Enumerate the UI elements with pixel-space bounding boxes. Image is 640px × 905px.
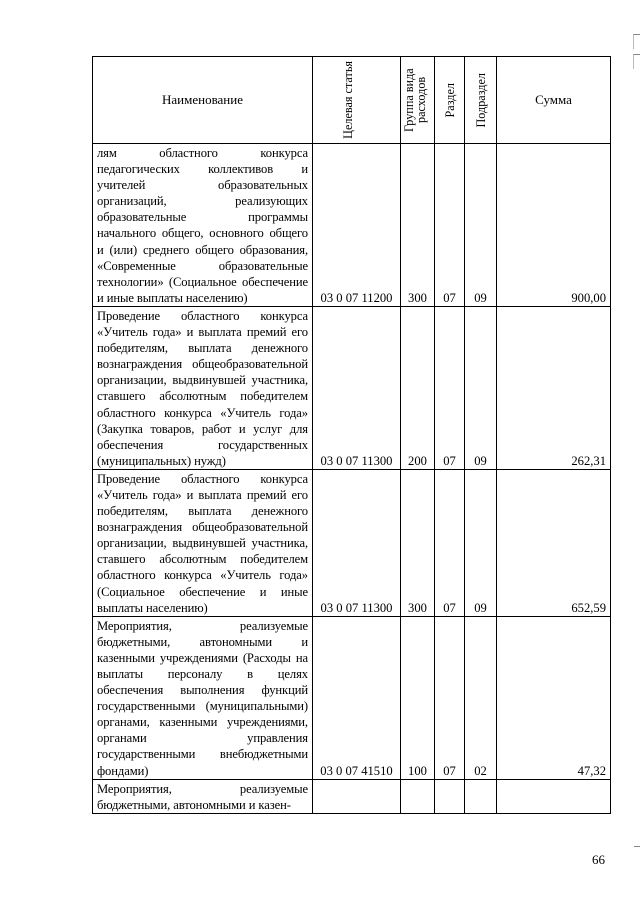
row-sum: 262,31 — [497, 306, 611, 469]
table-row — [93, 616, 611, 779]
row-target-article — [313, 779, 401, 813]
row-expense-group: 300 — [401, 469, 435, 616]
row-sum: 652,59 — [497, 469, 611, 616]
page-edge-mark — [633, 34, 640, 49]
budget-table — [92, 56, 611, 814]
table-row — [93, 779, 611, 813]
row-subsection: 09 — [465, 144, 497, 307]
row-name: Проведение областного конкурса «Учитель года» и выплата премий его победителям, выплата денежного вознаграждения общеобразовательной организации, выдвинувшей участника, ставшего абсолютным победителем областного конкурса «Учитель года» (Закупка товаров, работ и услуг для обеспечения государственных (муниципальных) нужд) — [93, 306, 313, 469]
page-edge-mark — [634, 846, 640, 877]
page-number: 66 — [592, 852, 605, 867]
row-section: 07 — [435, 144, 465, 307]
row-sum — [497, 779, 611, 813]
row-section: 07 — [435, 306, 465, 469]
row-name: лям областного конкурса педагогических коллективов и учителей образовательных организаций, реализующих образовательные программы начального общего, основного общего и (или) среднего общего образования, «Современные образовательные технологии» (Социальное обеспечение и иные выплаты населению) — [93, 144, 313, 307]
table-row — [93, 144, 611, 307]
header-subsection: Подраздел — [465, 57, 497, 144]
row-section: 07 — [435, 469, 465, 616]
header-name: Наименование — [93, 57, 313, 144]
row-expense-group: 300 — [401, 144, 435, 307]
header-group: Группа вида расходов — [401, 57, 435, 144]
row-subsection — [465, 779, 497, 813]
row-subsection: 02 — [465, 616, 497, 779]
row-expense-group — [401, 779, 435, 813]
row-section: 07 — [435, 616, 465, 779]
row-section — [435, 779, 465, 813]
row-subsection: 09 — [465, 306, 497, 469]
table-header-row — [93, 57, 611, 144]
row-subsection: 09 — [465, 469, 497, 616]
row-target-article: 03 0 07 11300 — [313, 469, 401, 616]
header-section: Раздел — [435, 57, 465, 144]
row-target-article: 03 0 07 11200 — [313, 144, 401, 307]
header-sum: Сумма — [497, 57, 611, 144]
row-expense-group: 100 — [401, 616, 435, 779]
row-expense-group: 200 — [401, 306, 435, 469]
row-name: Мероприятия, реализуемые бюджетными, автономными и казен- — [93, 779, 313, 813]
row-name: Мероприятия, реализуемые бюджетными, автономными и казенными учреждениями (Расходы на выплаты персоналу в целях обеспечения выполнения функций государственными (муниципальными) органами, казенными учреждениями, органами управления государственными внебюджетными фондами) — [93, 616, 313, 779]
table-row — [93, 469, 611, 616]
header-target: Целевая статья — [313, 57, 401, 144]
row-sum: 900,00 — [497, 144, 611, 307]
row-sum: 47,32 — [497, 616, 611, 779]
row-name: Проведение областного конкурса «Учитель года» и выплата премий его победителям, выплата денежного вознаграждения общеобразовательной организации, выдвинувшей участника, ставшего абсолютным победителем областного конкурса «Учитель года» (Социальное обеспечение и иные выплаты населению) — [93, 469, 313, 616]
row-target-article: 03 0 07 11300 — [313, 306, 401, 469]
table-row — [93, 306, 611, 469]
row-target-article: 03 0 07 41510 — [313, 616, 401, 779]
page-edge-mark — [633, 54, 640, 69]
